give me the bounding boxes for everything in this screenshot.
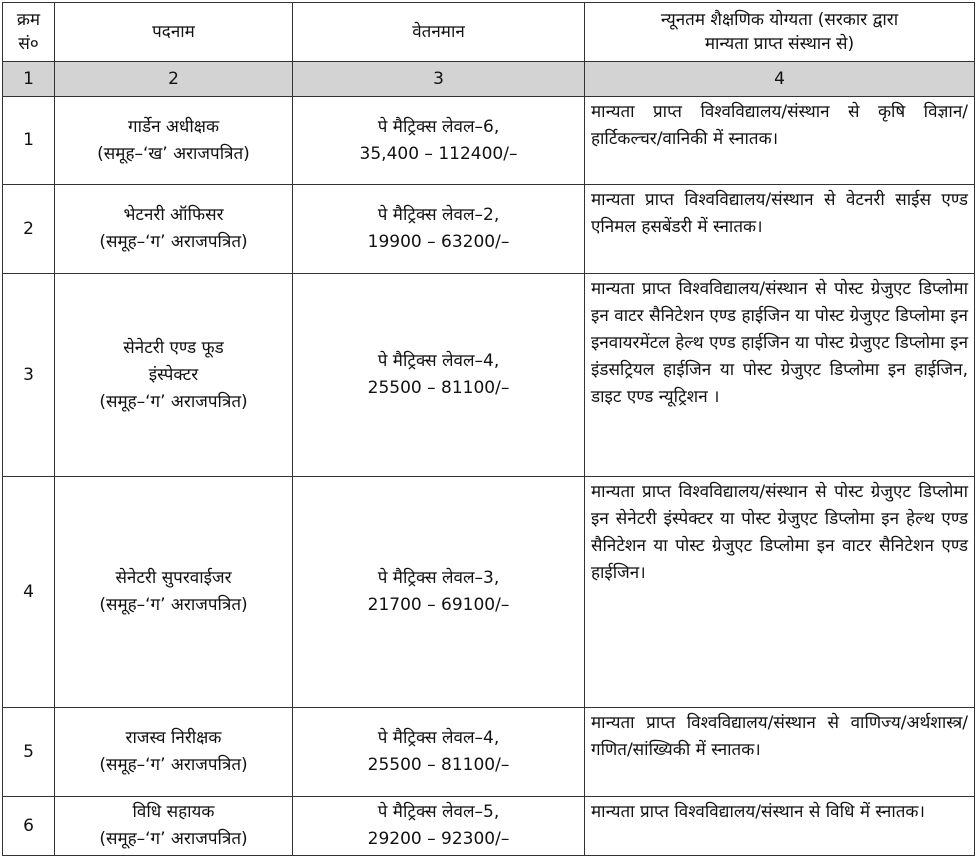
post-name: विधि सहायक [132, 802, 215, 822]
header-serial-line-2: सं० [18, 34, 39, 54]
serial-cell: 1 [3, 97, 55, 185]
pay-cell [293, 708, 585, 797]
table-row [3, 797, 975, 856]
post-group: (समूह–‘ख’ अराजपत्रित) [97, 143, 250, 164]
table-row [3, 477, 975, 708]
post-group: (समूह–‘ग’ अराजपत्रित) [99, 755, 248, 775]
post-name: सेनेटरी एण्ड फूड [123, 337, 224, 358]
pay-range: 35,400 – 112400/– [359, 143, 518, 164]
post-group: (समूह–‘ग’ अराजपत्रित) [99, 595, 248, 615]
post-name: भेटनरी ऑफिसर [123, 205, 224, 225]
pay-level: पे मैट्रिक्स लेवल–6, [377, 116, 500, 137]
column-number: 1 [3, 62, 55, 97]
post-name-cont: इंस्पेक्टर [148, 364, 199, 385]
table-row [3, 185, 975, 274]
table-row [3, 708, 975, 797]
header-row [3, 3, 975, 62]
pay-level: पे मैट्रिक्स लेवल–3, [377, 568, 500, 588]
post-cell [55, 97, 293, 185]
post-cell [55, 797, 293, 856]
header-serial-line-1: क्रम [16, 10, 41, 30]
post-name: राजस्व निरीक्षक [125, 728, 222, 748]
qualification-cell: मान्यता प्राप्त विश्वविद्यालय/संस्थान से पोस्ट ग्रेजुएट डिप्लोमा इन वाटर सैनिटेशन एण्ड हाईजिन या पोस्ट ग्रेजुएट डिप्लोमा इन इनवायरमेंटल हेल्थ एण्ड हाईजिन या पोस्ट ग्रेजुएट डिप्लोमा इन इंडसट्रियल हाईजिन या पोस्ट ग्रेजुएट डिप्लोमा इन हाईजिन, डाइट एण्ड न्यूट्रिशन । [585, 274, 975, 477]
header-pay: वेतनमान [293, 3, 585, 62]
post-cell [55, 185, 293, 274]
serial-cell: 6 [3, 797, 55, 856]
pay-level: पे मैट्रिक्स लेवल–2, [377, 205, 500, 225]
post-group: (समूह–‘ग’ अराजपत्रित) [99, 232, 248, 252]
serial-cell: 2 [3, 185, 55, 274]
header-serial [3, 3, 55, 62]
pay-range: 25500 – 81100/– [367, 378, 510, 398]
posts-table [2, 2, 975, 856]
table-row [3, 97, 975, 185]
column-number: 2 [55, 62, 293, 97]
pay-level: पे मैट्रिक्स लेवल–4, [377, 351, 500, 371]
header-qualification-line-1: न्यूनतम शैक्षणिक योग्यता (सरकार द्वारा [660, 10, 899, 30]
post-cell [55, 708, 293, 797]
header-post: पदनाम [55, 3, 293, 62]
serial-cell: 4 [3, 477, 55, 708]
post-cell [55, 477, 293, 708]
pay-cell [293, 185, 585, 274]
header-qualification [585, 3, 975, 62]
pay-cell [293, 797, 585, 856]
post-name: सेनेटरी सुपरवाईजर [115, 568, 232, 588]
table-body [3, 97, 975, 856]
pay-range: 29200 – 92300/– [367, 829, 510, 849]
column-number-row [3, 62, 975, 97]
qualification-cell: मान्यता प्राप्त विश्वविद्यालय/संस्थान से विधि में स्नातक। [585, 797, 975, 856]
table-row [3, 274, 975, 477]
pay-cell [293, 477, 585, 708]
column-number: 3 [293, 62, 585, 97]
header-qualification-line-2: मान्यता प्राप्त संस्थान से) [704, 34, 855, 54]
qualification-cell: मान्यता प्राप्त विश्वविद्यालय/संस्थान से वेटनरी साईस एण्ड एनिमल हसबेंडरी में स्नातक। [585, 185, 975, 274]
post-group: (समूह–‘ग’ अराजपत्रित) [99, 391, 248, 412]
post-cell [55, 274, 293, 477]
serial-cell: 5 [3, 708, 55, 797]
post-group: (समूह–‘ग’ अराजपत्रित) [99, 829, 248, 849]
qualification-cell: मान्यता प्राप्त विश्वविद्यालय/संस्थान से वाणिज्य/अर्थशास्त्र/गणित/सांख्यिकी में स्नातक। [585, 708, 975, 797]
qualification-cell: मान्यता प्राप्त विश्वविद्यालय/संस्थान से कृषि विज्ञान/हार्टिकल्चर/वानिकी में स्नातक। [585, 97, 975, 185]
column-number: 4 [585, 62, 975, 97]
pay-range: 25500 – 81100/– [367, 755, 510, 775]
pay-cell [293, 274, 585, 477]
table-header [3, 3, 975, 97]
pay-range: 19900 – 63200/– [367, 232, 510, 252]
qualification-cell: मान्यता प्राप्त विश्वविद्यालय/संस्थान से पोस्ट ग्रेजुएट डिप्लोमा इन सेनेटरी इंस्पेक्टर या पोस्ट ग्रेजुएट डिप्लोमा इन हेल्थ एण्ड सैनिटेशन या पोस्ट ग्रेजुएट डिप्लोमा इन वाटर सैनिटेशन एण्ड हाईजिन। [585, 477, 975, 708]
serial-cell: 3 [3, 274, 55, 477]
pay-cell [293, 97, 585, 185]
pay-level: पे मैट्रिक्स लेवल–4, [377, 728, 500, 748]
post-name: गार्डेन अधीक्षक [128, 116, 219, 137]
pay-range: 21700 – 69100/– [367, 595, 510, 615]
pay-level: पे मैट्रिक्स लेवल–5, [377, 802, 500, 822]
